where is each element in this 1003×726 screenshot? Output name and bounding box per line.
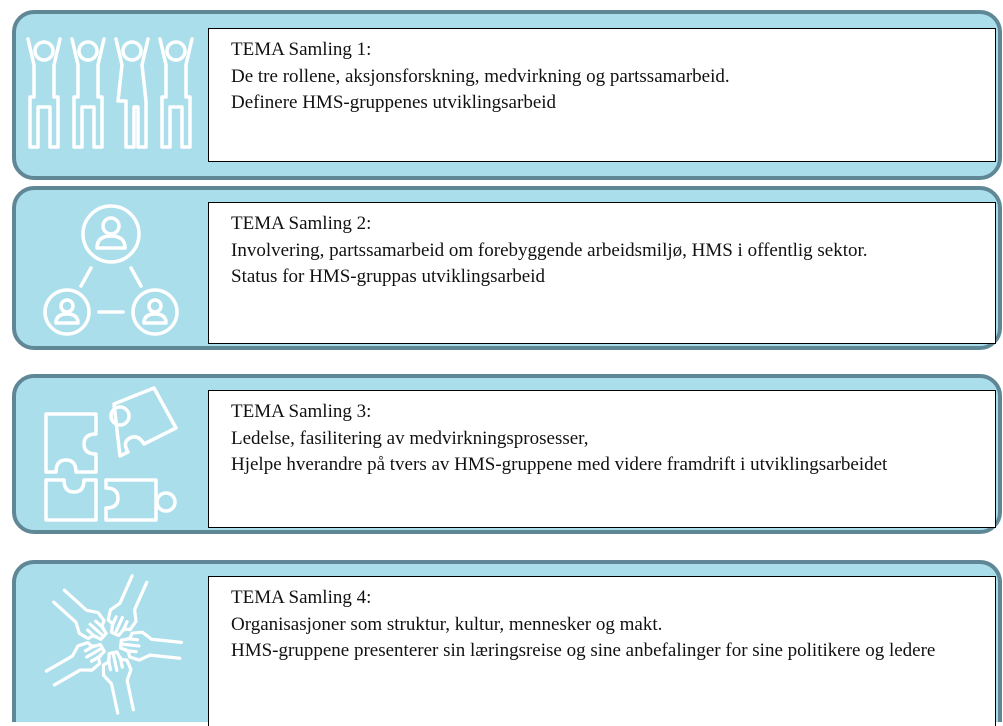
- session-line: Definere HMS-gruppenes utviklingsarbeid: [231, 92, 557, 113]
- session-line: Ledelse, fasilitering av medvirkningsprosesser,: [231, 427, 589, 449]
- session-card-3: [12, 374, 1002, 534]
- joined-hands-icon: [16, 564, 206, 722]
- session-title: TEMA Samling 2:: [231, 213, 372, 234]
- session-text-box: [208, 28, 996, 162]
- network-people-icon: [16, 190, 206, 346]
- session-card-4: [12, 560, 1002, 722]
- puzzle-pieces-icon: [16, 378, 206, 530]
- people-cheering-icon: [16, 14, 206, 176]
- session-line: Involvering, partssamarbeid om forebyggende arbeidsmiljø, HMS i offentlig sektor.: [231, 239, 868, 261]
- session-title: TEMA Samling 3:: [231, 401, 372, 422]
- session-title: TEMA Samling 1:: [231, 39, 372, 60]
- session-card-1: [12, 10, 1002, 180]
- session-line: De tre rollene, aksjonsforskning, medvirkning og partssamarbeid.: [231, 65, 730, 87]
- session-line: Status for HMS-gruppas utviklingsarbeid: [231, 266, 546, 287]
- session-line: HMS-gruppene presenterer sin læringsreise og sine anbefalinger for sine politikere og ledere: [231, 640, 936, 661]
- session-line: Hjelpe hverandre på tvers av HMS-gruppene med videre framdrift i utviklingsarbeidet: [231, 454, 888, 475]
- session-text-box: [208, 202, 996, 344]
- session-text-box: [208, 576, 996, 726]
- session-card-2: [12, 186, 1002, 350]
- session-text-box: [208, 390, 996, 528]
- session-title: TEMA Samling 4:: [231, 587, 372, 608]
- session-line: Organisasjoner som struktur, kultur, mennesker og makt.: [231, 613, 663, 635]
